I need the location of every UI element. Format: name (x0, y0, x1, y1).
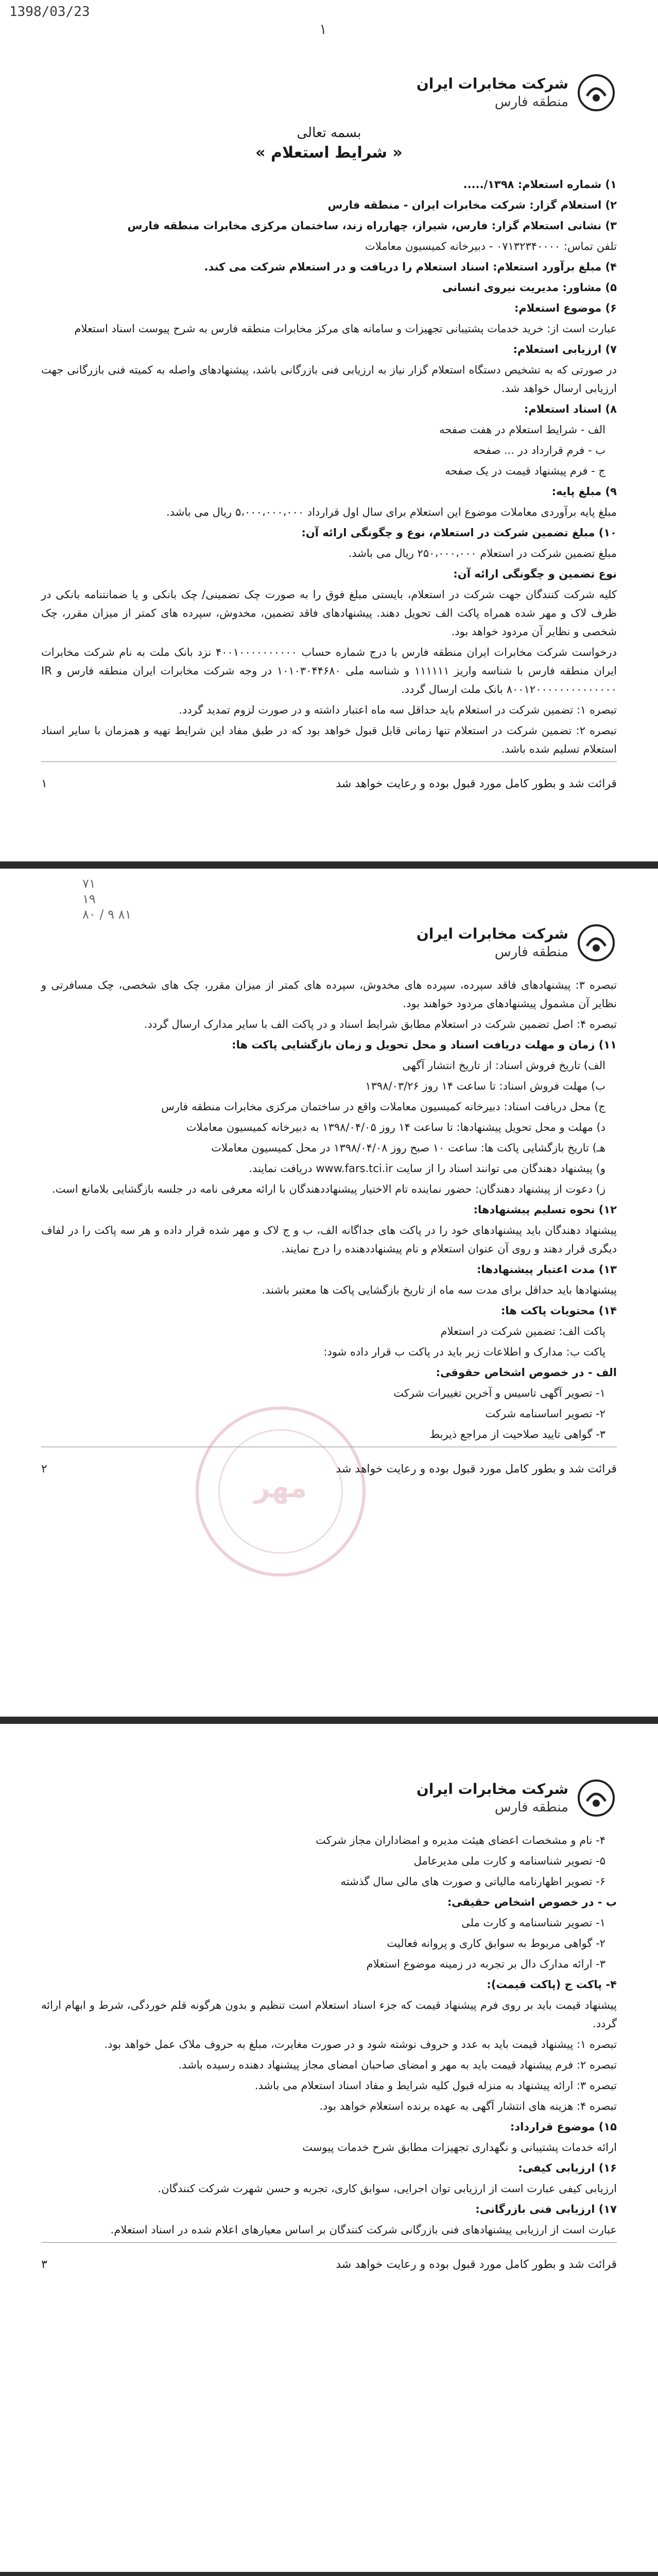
paragraph: تبصره ۴: اصل تضمین شرکت در استعلام مطابق شرایط اسناد و در پاکت الف با سایر مدارک ارسال گردد. (144, 1018, 617, 1030)
page-1 (10, 21, 648, 855)
paragraph: پیشنهادها باید حداقل برای مدت سه ماه از تاریخ بازگشایی پاکت ها معتبر باشند. (262, 1284, 617, 1296)
stamp-text: مهر (254, 1471, 307, 1504)
document-title (41, 124, 617, 164)
footer-page-number: ۱ (41, 777, 47, 790)
page-number: ۱ (319, 21, 327, 38)
paragraph: ارزیابی کیفی عبارت است از ارزیابی توان اجرایی، سوابق کاری، تجربه و حسن شهرت شرکت کنندگان. (158, 2182, 617, 2195)
paragraph: ۱۰) مبلغ تضمین شرکت در استعلام، نوع و چگونگی ارائه آن: (301, 527, 617, 539)
company-region: منطقه فارس (494, 94, 568, 110)
paragraph: ۱۱) زمان و مهلت دریافت اسناد و محل تحویل و زمان بازگشایی پاکت ها: (232, 1039, 617, 1051)
paragraph: در صورتی که به تشخیص دستگاه استعلام گزار نیاز به ارزیابی فنی بازرگانی باشد، پیشنهادهای واصله به کمیته فنی بازرگانی جهت ارزیابی ارسال خواهد شد. (41, 364, 617, 395)
footer-note: قرائت شد و بطور کامل مورد قبول بوده و رعایت خواهد شد (336, 777, 617, 790)
handwritten-mark: ۷۱ ۱۹ ۸۰ / ۹ ۸۱ (82, 876, 132, 922)
paragraph: تلفن تماس: ۰۷۱۳۲۳۴۰۰۰۰ - دبیرخانه کمیسیون معاملات (365, 240, 617, 252)
paragraph: ب - در خصوص اشخاص حقیقی: (447, 1896, 617, 1908)
paragraph: نوع تضمین و چگونگی ارائه آن: (453, 568, 617, 580)
paragraph: الف) تاریخ فروش اسناد: از تاریخ انتشار آگهی (402, 1059, 605, 1072)
paragraph: ۴- پاکت ج (پاکت قیمت): (487, 1978, 617, 1991)
paragraph: ۳) نشانی استعلام گزار: فارس، شیراز، چهارراه زند، ساختمان مرکزی مخابرات منطقه فارس (127, 219, 617, 232)
page-1-body (41, 175, 617, 758)
paragraph: تبصره ۱: تضمین شرکت در استعلام باید حداقل سه ماه اعتبار داشته و در صورت لزوم تمدید گردد. (179, 704, 617, 716)
paragraph: ۲- گواهی مربوط به سوابق کاری و پروانه فعالیت (387, 1937, 605, 1950)
paragraph: ۴) مبلغ برآورد استعلام: اسناد استعلام را دریافت و در استعلام شرکت می کند. (204, 261, 617, 273)
company-name: شرکت مخابرات ایران (416, 1781, 568, 1798)
paragraph: ارائه خدمات پشتیبانی و نگهداری تجهیزات مطابق شرح خدمات پیوست (302, 2141, 617, 2154)
company-region: منطقه فارس (494, 944, 568, 960)
paragraph: هـ) تاریخ بازگشایی پاکت ها: ساعت ۱۰ صبح روز ۱۳۹۸/۰۴/۰۸ در محل کمیسیون معاملات (211, 1142, 605, 1154)
paragraph: ج) محل دریافت اسناد: دبیرخانه کمیسیون معاملات واقع در ساختمان مرکزی مخابرات منطقه فارس (161, 1100, 605, 1113)
page-footer (41, 777, 617, 790)
page-footer (41, 2258, 617, 2271)
paragraph: ۳- گواهی تایید صلاحیت از مراجع ذیربط (429, 1428, 605, 1440)
paragraph: عبارت است از ارزیابی پیشنهادهای فنی بازرگانی شرکت کنندگان بر اساس معیارهای اعلام شده در اسناد استعلام. (110, 2224, 617, 2236)
company-name: شرکت مخابرات ایران (416, 925, 568, 942)
paragraph: ۲- تصویر اساسنامه شرکت (485, 1408, 605, 1420)
page-2 (10, 871, 648, 1710)
paragraph: مبلغ پایه برآوردی معاملات موضوع این استعلام برای سال اول قرارداد ۵،۰۰۰،۰۰۰،۰۰۰ ریال می باشد. (166, 506, 617, 518)
paragraph: پیشنهاد قیمت باید بر روی فرم پیشنهاد قیمت که جزء اسناد استعلام است تنظیم و بدون هرگونه قلم خوردگی، شرط و ابهام ارائه گردد. (41, 1999, 617, 2030)
paragraph: کلیه شرکت کنندگان جهت شرکت در استعلام، بایستی مبلغ فوق را به صورت چک تضمینی/ چک بانکی و یا ضمانتنامه بانکی در ظرف لاک و مهر شده همراه پاکت الف تحویل دهند. پیشنهادهای فاقد تضمین، مخدوش، سپرده های کمتر از میزان مقرر، چک شخصی و نظایر آن مردود خواهد بود. (41, 588, 617, 638)
letterhead (41, 72, 617, 113)
paragraph: درخواست شرکت مخابرات ایران منطقه فارس با درج شماره حساب ۴۰۰۱۰۰۰۰۰۰۰۰۰۰ نزد بانک ملت به نام شرکت مخابرات ایران منطقه فارس با شناسه واریز ۱۱۱۱۱۱ و شناسه ملی ۱۰۱۰۳۰۴۴۶۸۰ در وجه شرکت مخابرات ایران منطقه فارس و IR ۸۰۰۱۲۰۰۰۰۰۰۰۰۰۰۰۰۰۰ بانک ملت ارسال گردد. (41, 646, 617, 696)
paragraph: تبصره ۳: ارائه پیشنهاد به منزله قبول کلیه شرایط و مفاد اسناد استعلام می باشد. (254, 2079, 617, 2092)
page-separator (0, 1717, 658, 1724)
page-3-body (41, 1831, 617, 2239)
paragraph: پاکت الف: تضمین شرکت در استعلام (440, 1325, 605, 1337)
paragraph: ۷) ارزیابی استعلام: (513, 343, 617, 355)
paragraph: ج - فرم پیشنهاد قیمت در یک صفحه (445, 465, 605, 477)
letterhead (41, 922, 617, 963)
paragraph: الف - در خصوص اشخاص حقوقی: (436, 1366, 617, 1379)
page-2-body (41, 976, 617, 1444)
tci-logo-icon (576, 72, 617, 113)
handwritten-marks (82, 876, 131, 922)
paragraph: ۴- نام و مشخصات اعضای هیئت مدیره و امضاداران مجاز شرکت (316, 1834, 605, 1846)
paragraph: ۲) استعلام گزار: شرکت مخابرات ایران - منطقه فارس (327, 199, 617, 211)
stamp-watermark (196, 1406, 366, 1577)
company-name: شرکت مخابرات ایران (416, 75, 568, 92)
company-region: منطقه فارس (494, 1800, 568, 1815)
paragraph: و) پیشنهاد دهندگان می توانند اسناد را از سایت www.fars.tci.ir دریافت نمایند. (249, 1162, 605, 1175)
footer-note: قرائت شد و بطور کامل مورد قبول بوده و رعایت خواهد شد (336, 1463, 617, 1476)
paragraph: ۱۶) ارزیابی کیفی: (518, 2162, 617, 2174)
paragraph: ۱۳) مدت اعتبار پیشنهادها: (477, 1263, 617, 1276)
paragraph: ب) مهلت فروش اسناد: تا ساعت ۱۴ روز ۱۳۹۸/۰۳/۲۶ (365, 1080, 605, 1092)
paragraph: ۱۷) ارزیابی فنی بازرگانی: (475, 2203, 617, 2215)
letterhead (41, 1777, 617, 1819)
title-bism: بسمه تعالی (297, 125, 361, 141)
scan-date: 1398/03/23 (9, 4, 90, 20)
paragraph: تبصره ۲: تضمین شرکت در استعلام تنها زمانی قابل قبول خواهد بود که در طبق مفاد این شرایط تهیه و همزمان با سایر اسناد استعلام تسلیم شده باشد. (41, 724, 617, 755)
tci-logo-icon (576, 1777, 617, 1819)
paragraph: ۸) اسناد استعلام: (524, 403, 617, 415)
paragraph: تبصره ۳: پیشنهادهای فاقد سپرده، سپرده های مخدوش، سپرده های کمتر از میزان مقرر، چک های شخصی، چک مسافرتی و نظایر آن مشمول پیشنهادهای مردود خواهند بود. (41, 979, 617, 1010)
footer-divider (41, 2242, 617, 2243)
paragraph: تبصره ۴: هزینه های انتشار آگهی به عهده برنده استعلام خواهد بود. (319, 2100, 617, 2112)
footer-page-number: ۳ (41, 2258, 47, 2271)
paragraph: ۳- ارائه مدارک دال بر تجربه در زمینه موضوع استعلام (366, 1958, 605, 1970)
paragraph: ۱۴) محتویات پاکت ها: (501, 1304, 617, 1317)
paragraph: ۱- تصویر آگهی تاسیس و آخرین تغییرات شرکت (393, 1387, 605, 1399)
paragraph: ۶- تصویر اظهارنامه مالیاتی و صورت های مالی سال گذشته (340, 1875, 605, 1888)
paragraph: ۱۵) موضوع قرارداد: (510, 2121, 617, 2133)
paragraph: ۱۲) نحوه تسلیم پیشنهادها: (473, 1204, 617, 1216)
title-main: « شرایط استعلام » (255, 144, 403, 162)
footer-note: قرائت شد و بطور کامل مورد قبول بوده و رعایت خواهد شد (336, 2258, 617, 2271)
footer-divider (41, 761, 617, 762)
paragraph: ۱- تصویر شناسنامه و کارت ملی (461, 1917, 605, 1929)
paragraph: تبصره ۱: پیشنهاد قیمت باید به عدد و حروف نوشته شود و در صورت مغایرت، مبلغ به حروف ملاک عمل خواهد بود. (104, 2038, 617, 2050)
page-separator (0, 2572, 658, 2576)
paragraph: ب - فرم قرارداد در ... صفحه (473, 444, 605, 456)
paragraph: ۹) مبلغ پایه: (551, 485, 617, 498)
paragraph: ۶) موضوع استعلام: (514, 302, 617, 314)
paragraph: پیشنهاد دهندگان باید پیشنهادهای خود را در پاکت های جداگانه الف، ب و ج لاک و مهر شده قرار داده و هر سه پاکت را در لفاف دیگری قرار دهند و روی آن عنوان استعلام و نام پیشنهاددهنده را درج نمایند. (41, 1224, 617, 1255)
paragraph: ۵- تصویر شناسنامه و کارت ملی مدیرعامل (413, 1855, 605, 1867)
paragraph: پاکت ب: مدارک و اطلاعات زیر باید در پاکت ب قرار داده شود: (323, 1346, 605, 1358)
page-3 (10, 1726, 648, 2566)
paragraph: تبصره ۲: فرم پیشنهاد قیمت باید به مهر و امضای صاحبان امضای مجاز پیشنهاد دهنده رسیده باشد. (178, 2059, 617, 2071)
footer-page-number: ۲ (41, 1463, 47, 1476)
paragraph: ۵) مشاور: مدیریت نیروی انسانی (442, 281, 617, 294)
paragraph: مبلغ تضمین شرکت در استعلام ۲۵۰،۰۰۰،۰۰۰ ریال می باشد. (348, 547, 617, 560)
paragraph: ۱) شماره استعلام: ۱۳۹۸/..... (463, 178, 617, 191)
paragraph: د) مهلت و محل تحویل پیشنهادها: تا ساعت ۱۴ روز ۱۳۹۸/۰۴/۰۵ به دبیرخانه کمیسیون معاملات (186, 1121, 605, 1133)
paragraph: ز) دعوت از پیشنهاد دهندگان: حضور نماینده تام الاختیار پیشنهاددهندگان با ارائه معرفی نامه در جلسه بازگشایی بلامانع است. (51, 1183, 605, 1195)
tci-logo-icon (576, 922, 617, 963)
page-separator (0, 861, 658, 869)
paragraph: عبارت است از: خرید خدمات پشتیبانی تجهیزات و سامانه های مرکز مخابرات منطقه فارس به شرح پیوست اسناد استعلام (74, 323, 617, 335)
paragraph: الف - شرایط استعلام در هفت صفحه (439, 423, 605, 436)
